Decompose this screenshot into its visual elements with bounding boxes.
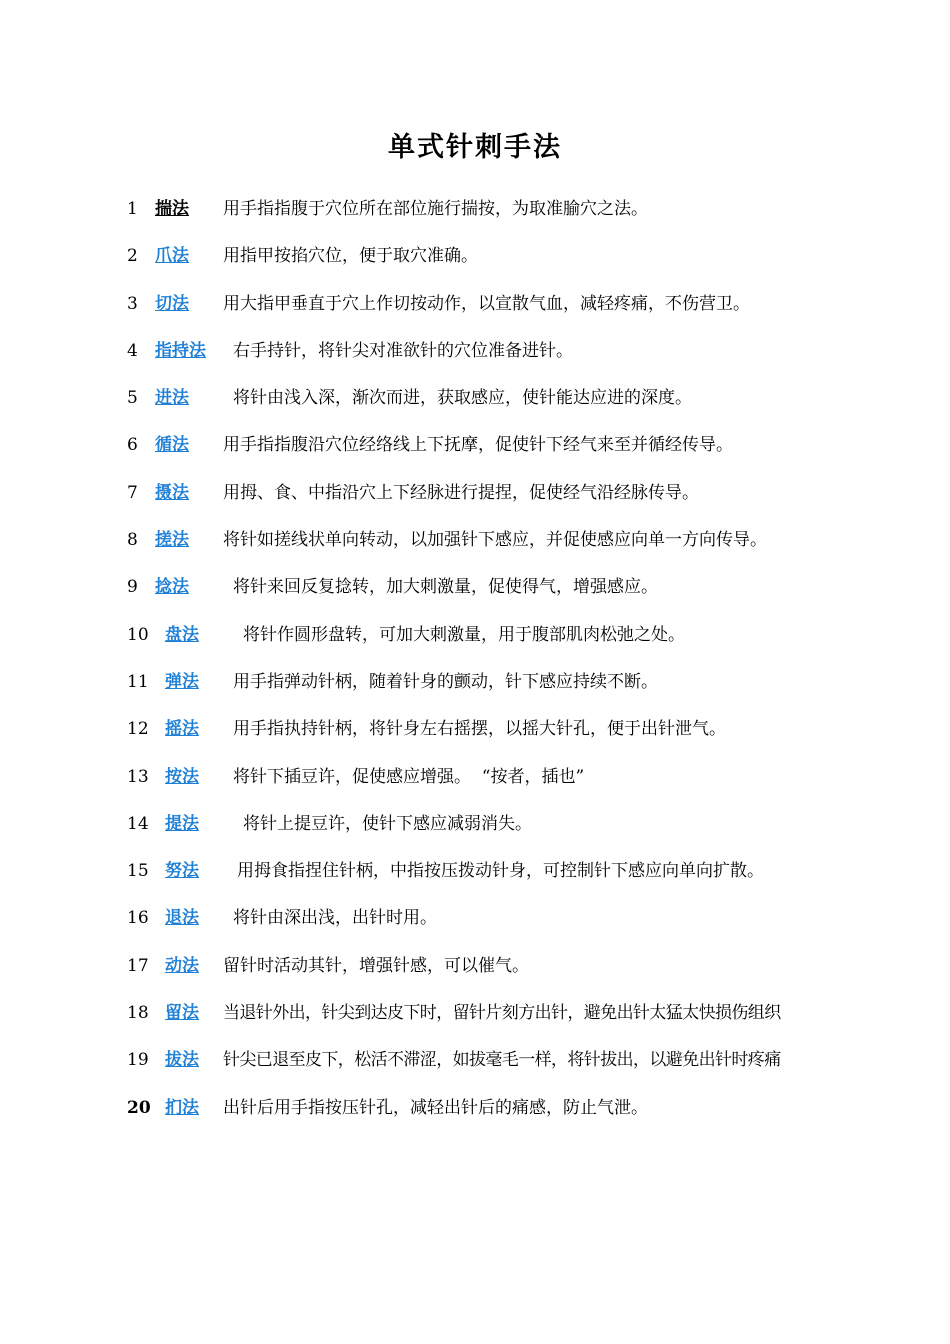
item-description: 将针作圆形盘转，可加大刺激量，用于腹部肌肉松弛之处。 bbox=[243, 624, 685, 645]
item-description: 用拇、食、中指沿穴上下经脉进行提捏，促使经气沿经脉传导。 bbox=[223, 482, 699, 503]
item-number: 18 bbox=[127, 1003, 149, 1024]
item-number: 20 bbox=[127, 1097, 151, 1118]
item-term-link[interactable]: 按法 bbox=[165, 766, 199, 787]
item-number: 7 bbox=[127, 482, 138, 503]
item-description: 将针如搓线状单向转动，以加强针下感应，并促使感应向单一方向传导。 bbox=[223, 530, 767, 551]
item-number: 17 bbox=[127, 955, 149, 976]
item-term-link[interactable]: 动法 bbox=[165, 955, 199, 976]
item-number: 11 bbox=[127, 671, 149, 692]
item-term-link[interactable]: 搓法 bbox=[155, 530, 189, 551]
item-number: 1 bbox=[127, 199, 138, 219]
list-item bbox=[127, 666, 927, 713]
item-description: 用大指甲垂直于穴上作切按动作，以宣散气血，减轻疼痛，不伤营卫。 bbox=[223, 293, 750, 314]
page-title: 单式针刺手法 bbox=[388, 132, 562, 163]
item-description: 针尖已退至皮下，松活不滞涩，如拔毫毛一样，将针拔出，以避免出针时疼痛 bbox=[223, 1050, 781, 1071]
item-term-link[interactable]: 退法 bbox=[165, 908, 199, 929]
item-number: 13 bbox=[127, 766, 149, 787]
list-item bbox=[127, 902, 927, 949]
item-term-link[interactable]: 摄法 bbox=[155, 482, 189, 503]
list-item bbox=[127, 997, 927, 1044]
item-description: 用手指指腹于穴位所在部位施行揣按，为取准腧穴之法。 bbox=[223, 199, 648, 219]
item-term-link[interactable]: 盘法 bbox=[165, 624, 199, 645]
item-number: 12 bbox=[127, 719, 149, 740]
item-description: 右手持针，将针尖对准欲针的穴位准备进针。 bbox=[233, 340, 573, 361]
list-item bbox=[127, 855, 927, 902]
item-term-link[interactable]: 摇法 bbox=[165, 719, 199, 740]
item-term-link[interactable]: 扪法 bbox=[165, 1097, 199, 1118]
item-number: 4 bbox=[127, 340, 138, 361]
item-description: 用指甲按掐穴位，便于取穴准确。 bbox=[223, 246, 478, 267]
list-item bbox=[127, 193, 927, 240]
item-description: 用手指指腹沿穴位经络线上下抚摩，促使针下经气来至并循经传导。 bbox=[223, 435, 733, 456]
item-number: 14 bbox=[127, 813, 149, 834]
list-item bbox=[127, 240, 927, 287]
item-description: 将针上提豆许，使针下感应减弱消失。 bbox=[243, 813, 532, 834]
list-item bbox=[127, 288, 927, 335]
list-item bbox=[127, 1044, 927, 1091]
list-item bbox=[127, 429, 927, 476]
item-description: 用拇食指捏住针柄，中指按压拨动针身，可控制针下感应向单向扩散。 bbox=[237, 861, 764, 882]
item-term-link[interactable]: 捻法 bbox=[155, 577, 189, 598]
item-term-link[interactable]: 切法 bbox=[155, 293, 189, 314]
list-item bbox=[127, 382, 927, 429]
item-number: 2 bbox=[127, 246, 138, 267]
item-term-link[interactable]: 指持法 bbox=[155, 340, 206, 361]
item-number: 5 bbox=[127, 388, 138, 409]
item-term-link[interactable]: 弹法 bbox=[165, 671, 199, 692]
item-description: 当退针外出，针尖到达皮下时，留针片刻方出针，避免出针太猛太快损伤组织 bbox=[223, 1003, 781, 1024]
technique-list bbox=[127, 193, 927, 1139]
item-term-link[interactable]: 提法 bbox=[165, 813, 199, 834]
item-description: 用手指弹动针柄，随着针身的颤动，针下感应持续不断。 bbox=[233, 671, 658, 692]
list-item bbox=[127, 808, 927, 855]
item-term-link[interactable]: 留法 bbox=[165, 1003, 199, 1024]
item-term-link[interactable]: 循法 bbox=[155, 435, 189, 456]
list-item bbox=[127, 524, 927, 571]
item-description: 将针下插豆许，促使感应增强。 “按者，插也” bbox=[233, 766, 585, 787]
list-item bbox=[127, 713, 927, 760]
item-term-link[interactable]: 进法 bbox=[155, 388, 189, 409]
list-item bbox=[127, 950, 927, 997]
item-description: 出针后用手指按压针孔，减轻出针后的痛感，防止气泄。 bbox=[223, 1097, 648, 1118]
item-description: 将针来回反复捻转，加大刺激量，促使得气，增强感应。 bbox=[233, 577, 658, 598]
item-number: 15 bbox=[127, 861, 149, 882]
item-number: 3 bbox=[127, 293, 138, 314]
list-item bbox=[127, 761, 927, 808]
item-number: 19 bbox=[127, 1050, 149, 1071]
item-number: 9 bbox=[127, 577, 138, 598]
item-number: 6 bbox=[127, 435, 138, 456]
item-description: 将针由深出浅，出针时用。 bbox=[233, 908, 437, 929]
item-term-link[interactable]: 爪法 bbox=[155, 246, 189, 267]
list-item bbox=[127, 619, 927, 666]
list-item bbox=[127, 571, 927, 618]
item-description: 留针时活动其针，增强针感，可以催气。 bbox=[223, 955, 529, 976]
item-number: 8 bbox=[127, 530, 138, 551]
item-description: 将针由浅入深，渐次而进，获取感应，使针能达应进的深度。 bbox=[233, 388, 692, 409]
list-item bbox=[127, 1092, 927, 1139]
item-number: 16 bbox=[127, 908, 149, 929]
item-term-link[interactable]: 努法 bbox=[165, 861, 199, 882]
item-description: 用手指执持针柄，将针身左右摇摆，以摇大针孔，便于出针泄气。 bbox=[233, 719, 726, 740]
list-item bbox=[127, 335, 927, 382]
item-term-link[interactable]: 拔法 bbox=[165, 1050, 199, 1071]
item-term-link[interactable]: 揣法 bbox=[155, 199, 189, 219]
item-number: 10 bbox=[127, 624, 149, 645]
list-item bbox=[127, 477, 927, 524]
